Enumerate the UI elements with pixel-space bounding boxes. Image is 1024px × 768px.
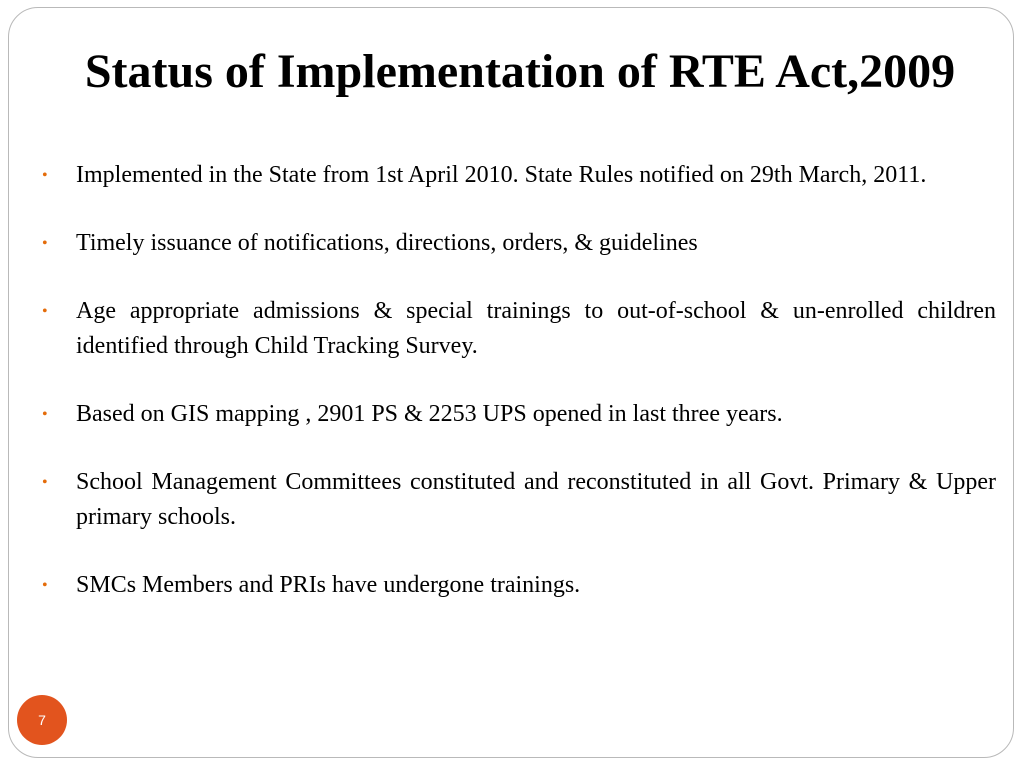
bullet-dot-icon: •	[42, 235, 48, 252]
page-number-badge: 7	[17, 695, 67, 745]
bullet-list	[40, 158, 996, 636]
bullet-dot-icon: •	[42, 474, 48, 491]
bullet-text-1: Implemented in the State from 1st April 2010. State Rules notified on 29th March, 2011.	[76, 162, 927, 188]
bullet-text-5: School Management Committees constituted and reconstituted in all Govt. Primary & Upper primary schools.	[76, 469, 996, 530]
slide-title: Status of Implementation of RTE Act,2009	[84, 45, 956, 98]
bullet-dot-icon: •	[42, 577, 48, 594]
bullet-text-2: Timely issuance of notifications, directions, orders, & guidelines	[76, 230, 698, 256]
bullet-text-6: SMCs Members and PRIs have undergone trainings.	[76, 572, 581, 598]
bullet-item-3	[40, 294, 996, 364]
bullet-item-5	[40, 465, 996, 535]
bullet-dot-icon: •	[42, 406, 48, 423]
bullet-item-2	[40, 226, 996, 261]
bullet-item-1	[40, 158, 996, 193]
bullet-dot-icon: •	[42, 167, 48, 184]
bullet-item-4	[40, 397, 996, 432]
bullet-text-3: Age appropriate admissions & special trainings to out-of-school & un-enrolled children identified through Child Tracking Survey.	[76, 298, 996, 359]
bullet-text-4: Based on GIS mapping , 2901 PS & 2253 UPS opened in last three years.	[76, 401, 783, 427]
bullet-item-6	[40, 568, 996, 603]
bullet-dot-icon: •	[42, 303, 48, 320]
